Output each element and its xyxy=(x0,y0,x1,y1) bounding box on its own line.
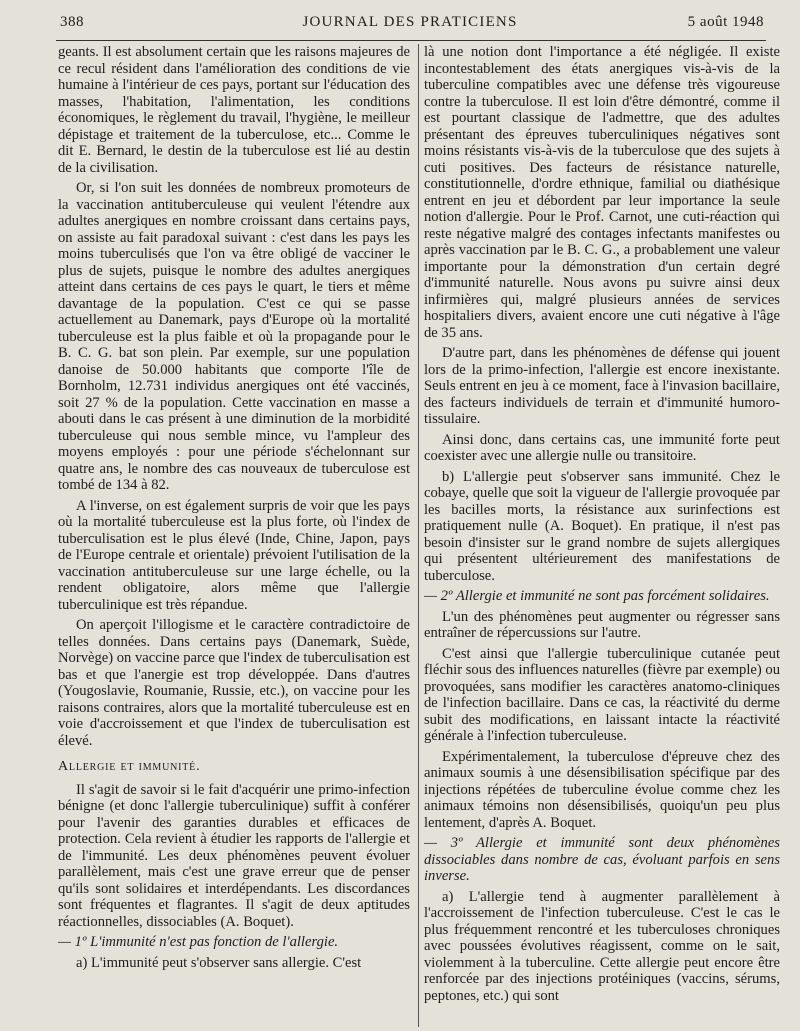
left-column xyxy=(58,44,410,1031)
page-number: 388 xyxy=(60,14,84,30)
subheading: — 1º L'immunité n'est pas fonction de l'allergie. xyxy=(58,934,339,950)
issue-date: 5 août 1948 xyxy=(687,14,764,30)
paragraph: b) L'allergie peut s'observer sans immunité. Chez le cobaye, quelle que soit la vigueur de l'allergie provoquée par les bacilles morts, la résistance aux surinfections est pratiquement nulle (A. Boquet). En pratique, il n'est pas besoin d'insister sur le grand nombre de sujets allergiques qui présentent ultérieurement des manifestations de tuberculose. xyxy=(424,468,780,584)
journal-title: JOURNAL DES PRATICIENS xyxy=(302,14,518,30)
paragraph: Or, si l'on suit les données de nombreux promoteurs de la vaccination antituberculeuse qui veulent l'étendre aux adultes anergiques en nombre croissant dans certains pays, on assiste au fait paradoxal suivant : c'est dans les pays les moins tuberculisés que l'on va être obligé de vacciner le plus de sujets, puisque le nombre des adultes anergiques atteint dans certains de ces pays le quart, le tiers et même davantage de la population. C'est ce qui se passe actuellement au Danemark, pays d'Europe où la mortalité tuberculeuse est la plus faible et où la propagande pour le B. C. G. bat son plein. Par exemple, sur une population danoise de 50.000 habitants que comporte l'île de Bornholm, 12.731 individus anergiques ont été vaccinés, soit 27 % de la population. Cette vaccination en masse a abouti dans le cas présent à une diminution de la morbidité tuberculeuse qui nous semble mince, vu l'ampleur des moyens employés : pour une période s'échelonnant sur quatre ans, le nombre des cas nouveaux de tuberculose est tombé de 134 à 82. xyxy=(58,180,410,493)
paragraph: a) L'immunité peut s'observer sans allergie. C'est xyxy=(76,954,362,971)
paragraph: a) L'allergie tend à augmenter parallèlement à l'accroissement de l'infection tuberculeuse. C'est le cas le plus fréquemment rencontré et les tuberculoses chroniques avec poussées évolutives réagissent, comme on le sait, violemment à la tuberculine. Cette allergie peut encore être renforcée par des injections protéiniques (vaccins, sérums, peptones, etc.) qui sont xyxy=(424,888,780,1004)
paragraph: On aperçoit l'illogisme et le caractère contradictoire de telles données. Dans certains pays (Danemark, Suède, Norvège) on vaccine parce que l'index de tuberculisation est bas et que l'anergie est trop développée. Dans d'autres (Yougoslavie, Roumanie, Russie, etc.), on vaccine pour les raisons contraires, alors que la mortalité tuberculeuse est en voie d'accroissement et que l'index de tuberculisation est élevé. xyxy=(58,617,410,749)
paragraph: Il s'agit de savoir si le fait d'acquérir une primo-infection bénigne (et donc l'allergie tuberculinique) suffit à conférer pour l'avenir des garanties durables et efficaces de protection. Cela revient à étudier les rapports de l'allergie et de l'immunité. Les deux phénomènes peuvent évoluer parallèlement, mais c'est une grave erreur que de penser qu'ils sont solidaires et interdépendants. Les discordances sont fréquentes et flagrantes. Il s'agit de deux aptitudes réactionnelles, dissociables (A. Boquet). xyxy=(58,781,410,930)
paragraph: Ainsi donc, dans certains cas, une immunité forte peut coexister avec une allergie nulle ou transitoire. xyxy=(424,431,780,464)
subheading: — 3º Allergie et immunité sont deux phénomènes dissociables dans nombre de cas, évoluant parfois en sens inverse. xyxy=(424,835,780,884)
paragraph: là une notion dont l'importance a été négligée. Il existe incontestablement des états anergiques vis-à-vis de la tuberculine compatibles avec une défense très vigoureuse contre la tuberculose. Il est loin d'être démontré, comme il est pourtant classique de l'admettre, que des adultes présentant des épreuves tuberculiniques négatives sont moins résistants vis-à-vis de la tuberculose que des sujets à cuti positives. Des facteurs de résistance naturelle, constitutionnelle, d'ordre ethnique, familial ou diathésique entrent en jeu et débordent par leur importance la seule notion d'allergie. Pour le Prof. Carnot, une cuti-réaction qui reste négative malgré des contages infectants manifestes ou après vaccination par le B. C. G., a probablement une valeur importante pour la démonstration d'un certain degré d'immunité naturelle. Nous avons pu suivre ainsi deux infirmières qui, malgré plusieurs années de services hospitaliers divers, avaient encore une cuti négative à l'âge de 35 ans. xyxy=(424,44,780,341)
paragraph: C'est ainsi que l'allergie tuberculinique cutanée peut fléchir sous des influences naturelles (fièvre par exemple) ou provoquées, sans modifier les caractères anatomo-cliniques de l'infection bacillaire. Dans ce cas, la réactivité du derme subit des modifications, en laissant intacte la réactivité générale à l'infection tuberculeuse. xyxy=(424,645,780,744)
header-rule xyxy=(56,40,766,41)
column-separator xyxy=(418,44,419,1027)
paragraph: L'un des phénomènes peut augmenter ou régresser sans entraîner de répercussions sur l'autre. xyxy=(424,608,780,641)
running-header xyxy=(54,14,766,36)
section-heading: Allergie et immunité. xyxy=(58,759,201,774)
subheading: — 2º Allergie et immunité ne sont pas forcément solidaires. xyxy=(424,588,770,604)
paragraph: Expérimentalement, la tuberculose d'épreuve chez des animaux soumis à une désensibilisation spécifique par des injections répétées de tuberculine évolue comme chez les animaux témoins non désensibilisés, quoiqu'un peu plus lentement, d'après A. Boquet. xyxy=(424,748,780,831)
right-column xyxy=(424,44,780,1031)
paragraph: D'autre part, dans les phénomènes de défense qui jouent lors de la primo-infection, l'allergie est encore inexistante. Seuls entrent en jeu à ce moment, face à l'invasion bacillaire, des facteurs individuels de terrain et d'immunité humoro-tissulaire. xyxy=(424,345,780,427)
paragraph: geants. Il est absolument certain que les raisons majeures de ce recul résident dans l'amélioration des conditions de vie humaine à l'intérieur de ces pays, portant sur l'éducation des masses, l'habitation, l'alimentation, les conditions économiques, le règlement du travail, l'hygiène, le meilleur dépistage et traitement de la tuberculose, etc... Comme le dit E. Bernard, le destin de la tuberculose est lié au destin de la civilisation. xyxy=(58,44,410,176)
paragraph: A l'inverse, on est également surpris de voir que les pays où la mortalité tuberculeuse est la plus forte, où l'index de tuberculisation est le plus élevé (Inde, Chine, Japon, pays de l'Europe centrale et orientale) prévoient l'utilisation de la vaccination antituberculeuse sur une large échelle, ou la rendent obligatoire, alors même que l'allergie tuberculinique est très répandue. xyxy=(58,497,410,613)
